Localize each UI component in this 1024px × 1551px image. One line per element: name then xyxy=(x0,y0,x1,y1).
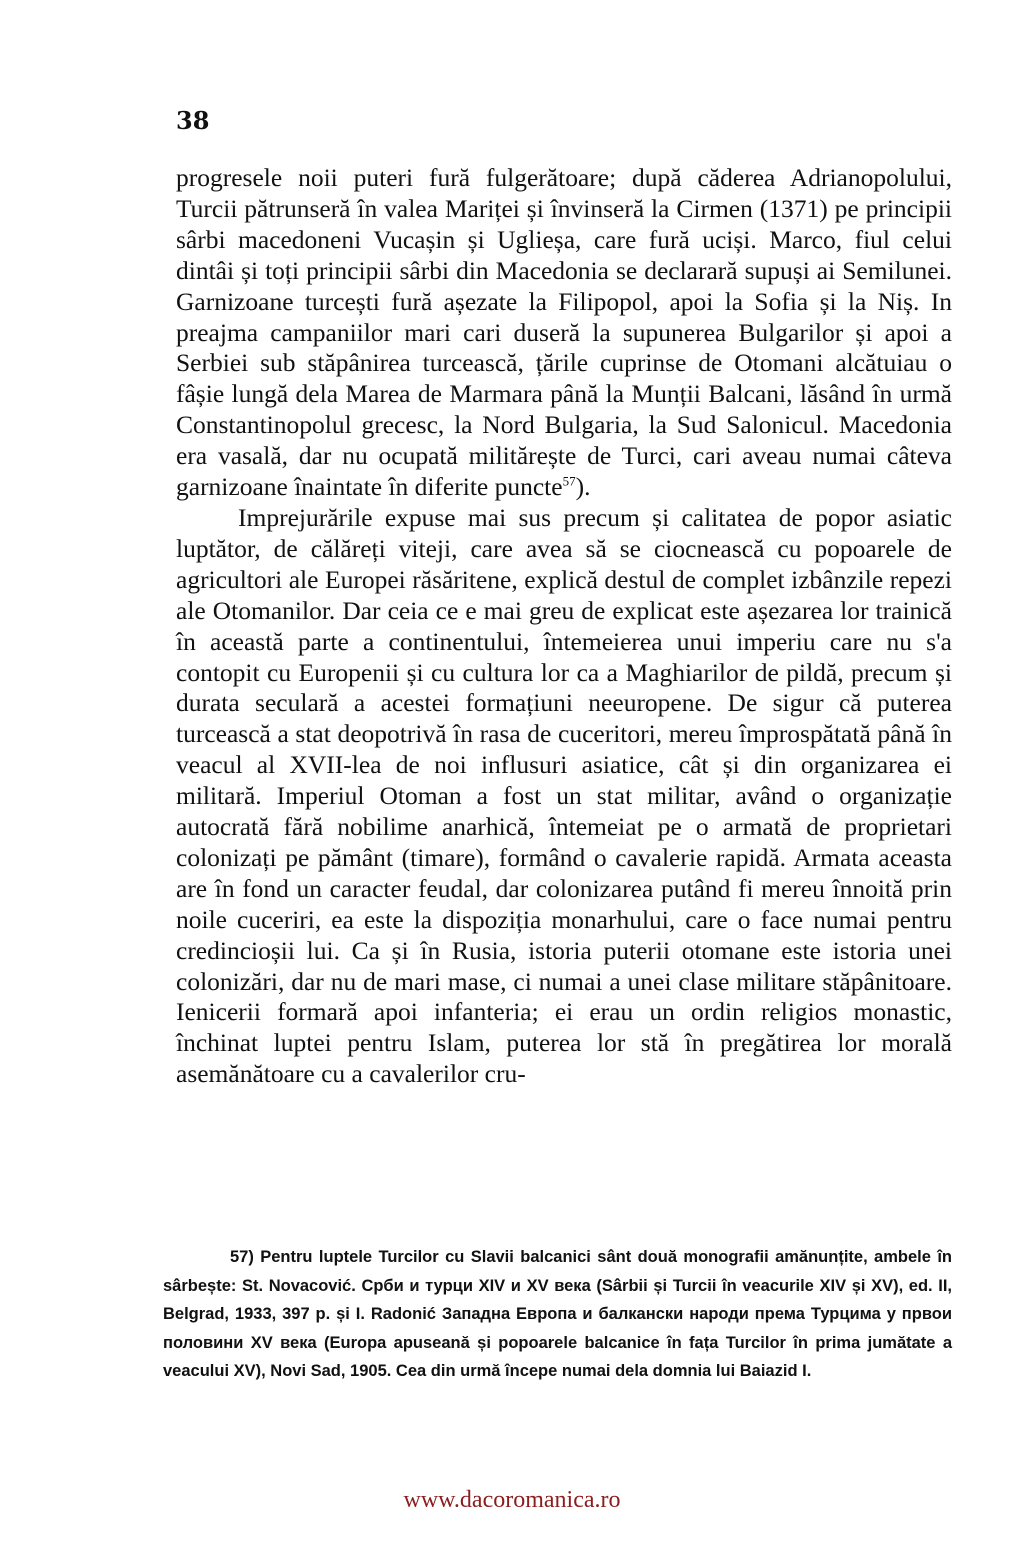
paragraph-2: Imprejurările expuse mai sus precum și calitatea de popor asiatic luptător, de călăreți viteji, care avea să se ciocnească cu popoarele de agricultori ale Europei răsăritene, explică destul de complet izbânzile repezi ale Otomanilor. Dar ceia ce e mai greu de explicat este așezarea lor trainică în această parte a continentului, întemeierea unui imperiu care nu s'a contopit cu Europenii și cu cultura lor ca a Maghiarilor de pildă, precum și durata seculară a acestei formațiuni neeuropene. De sigur că puterea turcească a stat deopotrivă în rasa de cuceritori, mereu împrospătată până în veacul al XVII-lea de noi influsuri asiatice, cât și din organizarea ei militară. Imperiul Otoman a fost un stat militar, având o organizație autocrată fără nobilime anarhică, întemeiat pe o armată de proprietari colonizați pe pământ (timare), formând o cavalerie rapidă. Armata aceasta are în fond un caracter feudal, dar colonizarea putând fi mereu înnoită prin noile cuceriri, ea este la dispoziția monarhului, care o face numai pentru credincioșii lui. Ca și în Rusia, istoria puterii otomane este istoria unei colonizări, dar nu de mari mase, ci numai a unei clase militare stăpânitoare. Ienicerii formară apoi infanteria; ei erau un ordin religios monastic, închinat luptei pentru Islam, puterea lor stă în pregătirea lor morală asemănătoare cu a cavalerilor cru- xyxy=(176,502,952,1089)
body-text xyxy=(176,163,952,1090)
footnote-57: 57) Pentru luptele Turcilor cu Slavii balcanici sânt două monografii amănunțite, ambele în sârbește: St. Novacović. Срби и турци XIV и XV века (Sârbii și Turcii în veacurile XIV și XV), ed. II, Belgrad, 1933, 397 p. și I. Radonić Западна Европа и балкански народи према Турцима у првои половини XV века (Europa apuseană și popoarele balcanice în fața Turcilor în prima jumătate a veacului XV), Novi Sad, 1905. Cea din urmă începe numai dela domnia lui Baiazid I. xyxy=(163,1248,952,1380)
paragraph-1 xyxy=(176,163,952,503)
paragraph-1-text: progresele noii puteri fură fulgerătoare; după căderea Adrianopolului, Turcii pătrunseră în valea Mariței și învinseră la Cirmen (1371) pe principii sârbi macedoneni Vucașin și Uglieșa, care fură uciși. Marco, fiul celui dintâi și toți principii sârbi din Macedonia se declarară supuși ai Semilunei. Garnizoane turcești fură așezate la Filipopol, apoi la Sofia și la Niș. In preajma campaniilor mari cari duseră la supunerea Bulgarilor și apoi a Serbiei sub stăpânirea turcească, țările cuprinse de Otomani alcătuiau o fâșie lungă dela Marea de Marmara până la Munții Balcani, lăsând în urmă Constantinopolul grecesc, la Nord Bulgaria, la Sud Salonicul. Macedonia era vasală, dar nu ocupată militărește de Turci, cari aveau numai câteva garnizoane înaintate în diferite puncte xyxy=(176,163,952,502)
page-number: 38 xyxy=(176,106,210,135)
footnote-reference-close: ). xyxy=(575,472,591,502)
footer-url: www.dacoromanica.ro xyxy=(403,1487,621,1513)
footnote-reference: 57 xyxy=(562,473,576,489)
